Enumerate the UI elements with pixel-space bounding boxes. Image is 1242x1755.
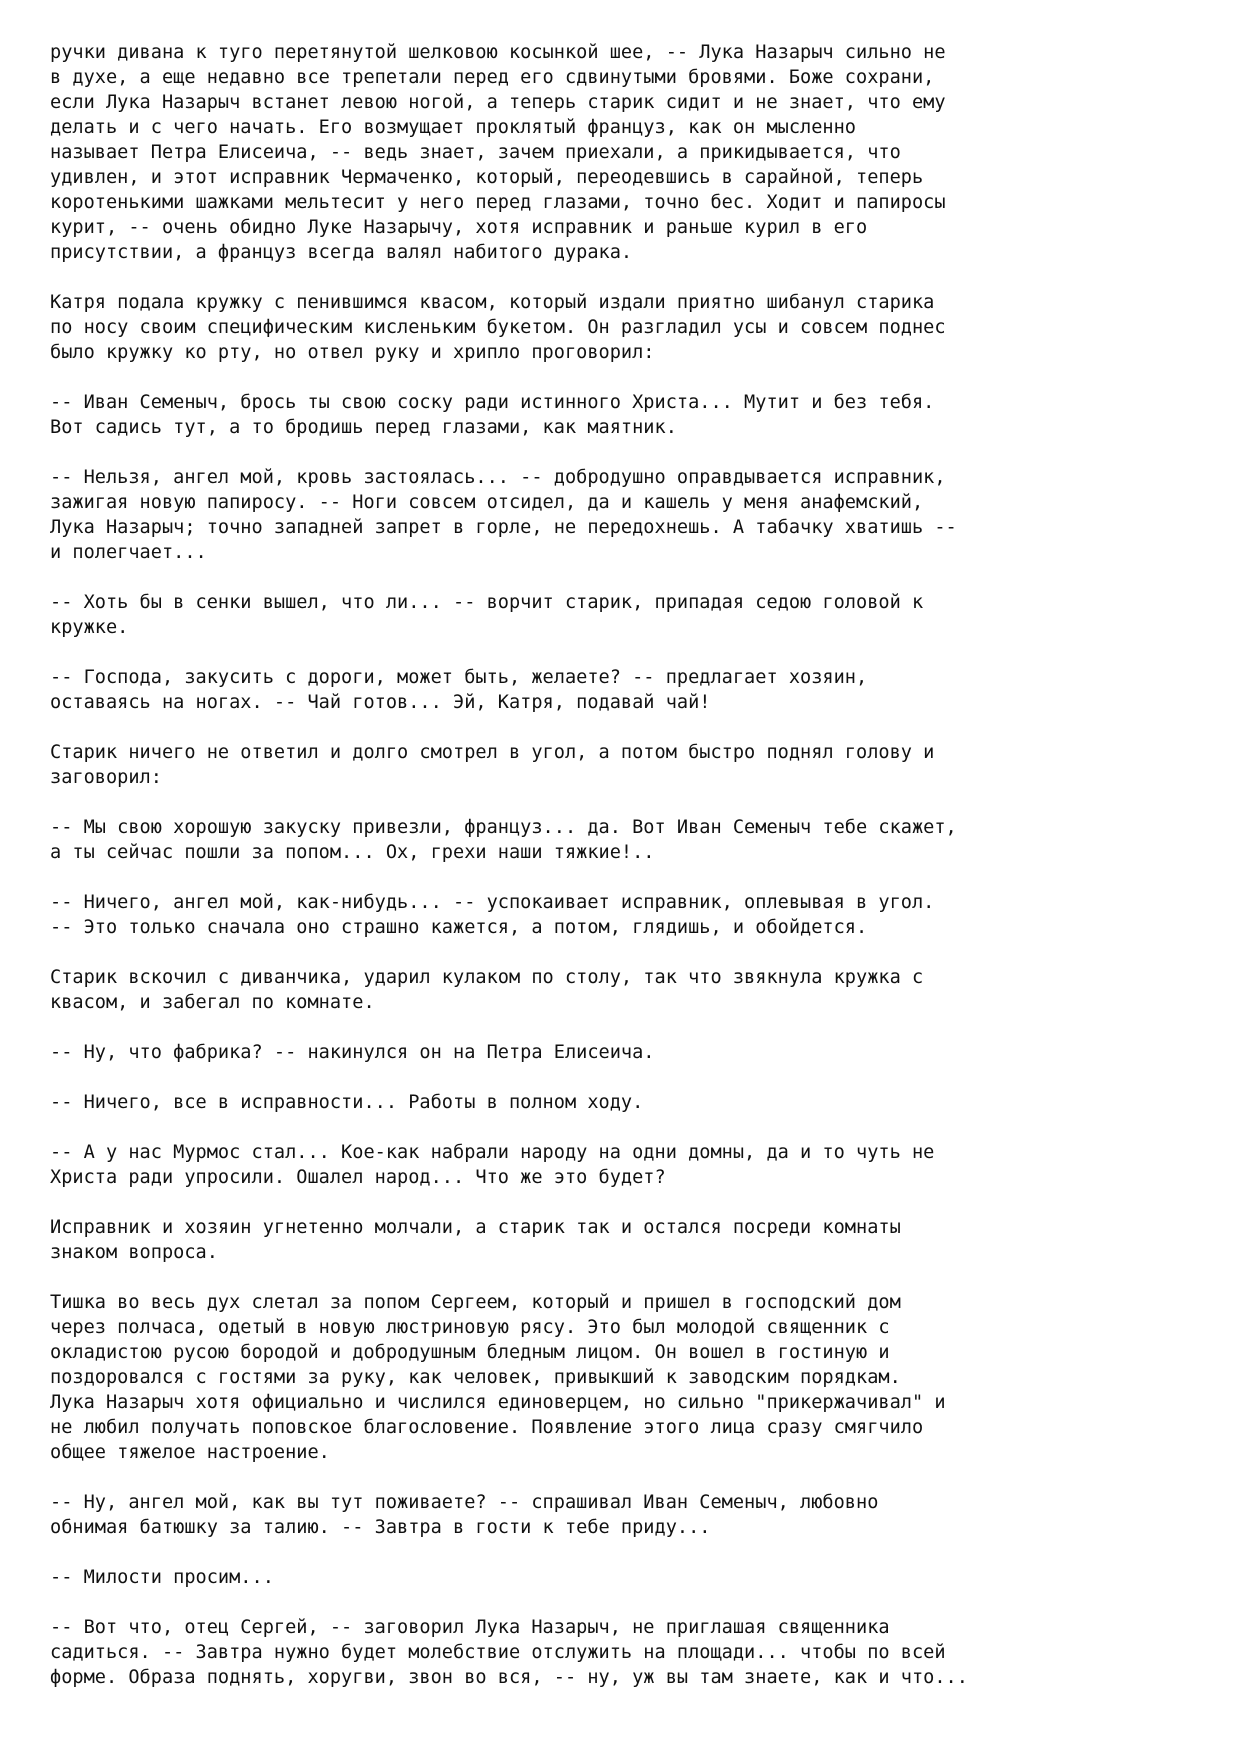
paragraph: -- Милости просим... <box>50 1567 274 1588</box>
paragraph: Тишка во весь дух слетал за попом Сергеем, который и пришел в господский дом через полчаса, одетый в новую люстриновую рясу. Это был молодой священник с окладистою русою бородой и добродушным бледным лицом. Он вошел в гостиную и поздоровался с гостями за руку, как человек, привыкший к заводским порядкам. Лука Назарыч хотя официально и числился единоверцем, но сильно "прикержачивал" и не любил получать поповское благословение. Появление этого лица сразу смягчило общее тяжелое настроение. <box>50 1292 946 1463</box>
paragraph: -- Ничего, все в исправности... Работы в полном ходу. <box>50 1092 644 1113</box>
paragraph: -- Иван Семеныч, брось ты свою соску ради истинного Христа... Мутит и без тебя. Вот садись тут, а то бродишь перед глазами, как маятник. <box>50 392 935 438</box>
paragraph: -- Нельзя, ангел мой, кровь застоялась... -- добродушно оправдывается исправник, зажигая новую папиросу. -- Ноги совсем отсидел, да и кашель у меня анафемский, Лука Назарыч; точно западней запрет в горле, не передохнешь. А табачку хватишь -- и полегчает... <box>50 467 957 563</box>
paragraph: Старик вскочил с диванчика, ударил кулаком по столу, так что звякнула кружка с квасом, и забегал по комнате. <box>50 967 924 1013</box>
paragraph: Старик ничего не ответил и долго смотрел в угол, а потом быстро поднял голову и заговорил: <box>50 742 935 788</box>
paragraph: -- А у нас Мурмос стал... Кое-как набрали народу на одни домны, да и то чуть не Христа ради упросили. Ошалел народ... Что же это будет? <box>50 1142 935 1188</box>
paragraph: Исправник и хозяин угнетенно молчали, а старик так и остался посреди комнаты знаком вопроса. <box>50 1217 901 1263</box>
paragraph: -- Хоть бы в сенки вышел, что ли... -- ворчит старик, припадая седою головой к кружке. <box>50 592 924 638</box>
document-page <box>50 40 1200 1715</box>
paragraph: ручки дивана к туго перетянутой шелковою косынкой шее, -- Лука Назарыч сильно не в духе, а еще недавно все трепетали перед его сдвинутыми бровями. Боже сохрани, если Лука Назарыч встанет левою ногой, а теперь старик сидит и не знает, что ему делать и с чего начать. Его возмущает проклятый француз, как он мысленно называет Петра Елисеича, -- ведь знает, зачем приехали, а прикидывается, что удивлен, и этот исправник Чермаченко, который, переодевшись в сарайной, теперь коротенькими шажками мельтесит у него перед глазами, точно бес. Ходит и папиросы курит, -- очень обидно Луке Назарычу, хотя исправник и раньше курил в его присутствии, а француз всегда валял набитого дурака. <box>50 42 946 263</box>
paragraph: -- Мы свою хорошую закуску привезли, француз... да. Вот Иван Семеныч тебе скажет, а ты сейчас пошли за попом... Ох, грехи наши тяжкие!.. <box>50 817 957 863</box>
paragraph: -- Ну, что фабрика? -- накинулся он на Петра Елисеича. <box>50 1042 655 1063</box>
paragraph: -- Ну, ангел мой, как вы тут поживаете? -- спрашивал Иван Семеныч, любовно обнимая батюшку за талию. -- Завтра в гости к тебе приду... <box>50 1492 879 1538</box>
paragraph: -- Ничего, ангел мой, как-нибудь... -- успокаивает исправник, оплевывая в угол. -- Это только сначала оно страшно кажется, а потом, глядишь, и обойдется. <box>50 892 935 938</box>
paragraph: -- Господа, закусить с дороги, может быть, желаете? -- предлагает хозяин, оставаясь на ногах. -- Чай готов... Эй, Катря, подавай чай! <box>50 667 868 713</box>
paragraph: -- Вот что, отец Сергей, -- заговорил Лука Назарыч, не приглашая священника садиться. -- Завтра нужно будет молебствие отслужить на площади... чтобы по всей форме. Образа поднять, хоругви, звон во вся, -- ну, уж вы там знаете, как и что... <box>50 1617 968 1688</box>
paragraph: Катря подала кружку с пенившимся квасом, который издали приятно шибанул старика по носу своим специфическим кисленьким букетом. Он разгладил усы и совсем поднес было кружку ко рту, но отвел руку и хрипло проговорил: <box>50 292 946 363</box>
